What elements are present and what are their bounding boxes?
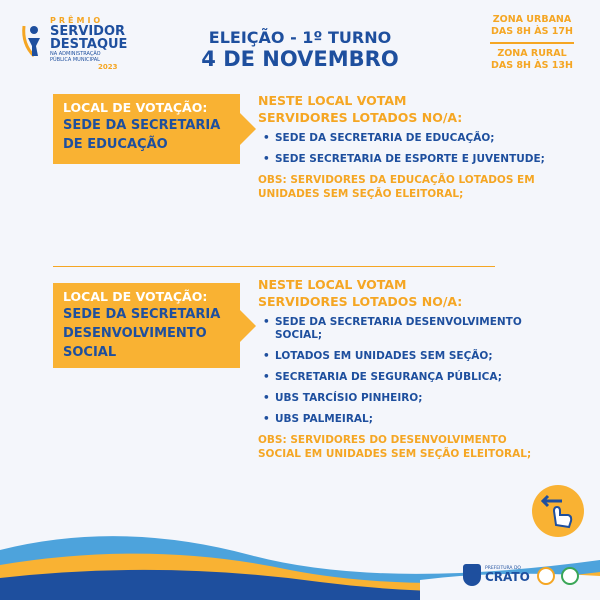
voting-location-badge-2 [53, 283, 240, 368]
seal-icon [561, 567, 579, 585]
voters-list [258, 132, 548, 166]
list-item: • LOTADOS EM UNIDADES SEM SEÇÃO; [258, 350, 548, 363]
city-name: CRATO [485, 570, 530, 584]
title-line1: ELEIÇÃO - 1º TURNO [208, 28, 392, 47]
badge-place: SEDE DA SECRETARIA DESENVOLVIMENTO SOCIAL [63, 307, 221, 360]
voting-hours [482, 14, 582, 72]
badge-label: LOCAL DE VOTAÇÃO: [63, 100, 208, 115]
city-crest-icon [463, 564, 481, 586]
award-figure-icon [20, 22, 46, 62]
section-divider [53, 266, 495, 267]
title-line2: 4 DE NOVEMBRO [201, 47, 399, 71]
list-item: • SEDE DA SECRETARIA DE EDUCAÇÃO; [258, 132, 548, 145]
city-logo [485, 566, 530, 583]
voters-list [258, 316, 548, 426]
logo-line1: PRÊMIO [50, 16, 104, 25]
urban-zone-hours: DAS 8H ÀS 17H [491, 26, 573, 37]
urban-zone-label: ZONA URBANA [492, 14, 572, 25]
panel-heading: NESTE LOCAL VOTAM SERVIDORES LOTADOS NO/A: [258, 93, 463, 125]
logo-line2: SERVIDOR DESTAQUE [50, 24, 128, 52]
panel-heading: NESTE LOCAL VOTAM SERVIDORES LOTADOS NO/A: [258, 277, 463, 309]
voters-panel-1 [258, 92, 548, 201]
seal-icon [537, 567, 555, 585]
rural-zone-hours: DAS 8H ÀS 13H [491, 60, 573, 71]
panel-note: OBS: SERVIDORES DO DESENVOLVIMENTO SOCIAL EM UNIDADES SEM SEÇÃO ELEITORAL; [258, 434, 532, 460]
zones-divider [490, 42, 574, 44]
voters-panel-2 [258, 276, 548, 461]
logo-line3: NA ADMINISTRAÇÃO PÚBLICA MUNICIPAL [50, 51, 101, 63]
list-item: • SECRETARIA DE SEGURANÇA PÚBLICA; [258, 371, 548, 384]
voting-location-badge-1 [53, 94, 240, 164]
badge-place: SEDE DA SECRETARIA DE EDUCAÇÃO [63, 118, 221, 152]
list-item: • SEDE SECRETARIA DE ESPORTE E JUVENTUDE; [258, 153, 548, 166]
city-small: PREFEITURA DO [485, 566, 521, 571]
list-item: • SEDE DA SECRETARIA DESENVOLVIMENTO SOCIAL; [258, 316, 548, 342]
page-title [170, 28, 430, 71]
logo-year: 2023 [98, 63, 118, 71]
badge-label: LOCAL DE VOTAÇÃO: [63, 289, 208, 304]
panel-note: OBS: SERVIDORES DA EDUCAÇÃO LOTADOS EM UNIDADES SEM SEÇÃO ELEITORAL; [258, 174, 535, 200]
list-item: • UBS PALMEIRAL; [258, 413, 548, 426]
list-item: • UBS TARCÍSIO PINHEIRO; [258, 392, 548, 405]
rural-zone-label: ZONA RURAL [497, 48, 567, 59]
footer-logos [463, 564, 593, 590]
award-logo [18, 14, 128, 84]
